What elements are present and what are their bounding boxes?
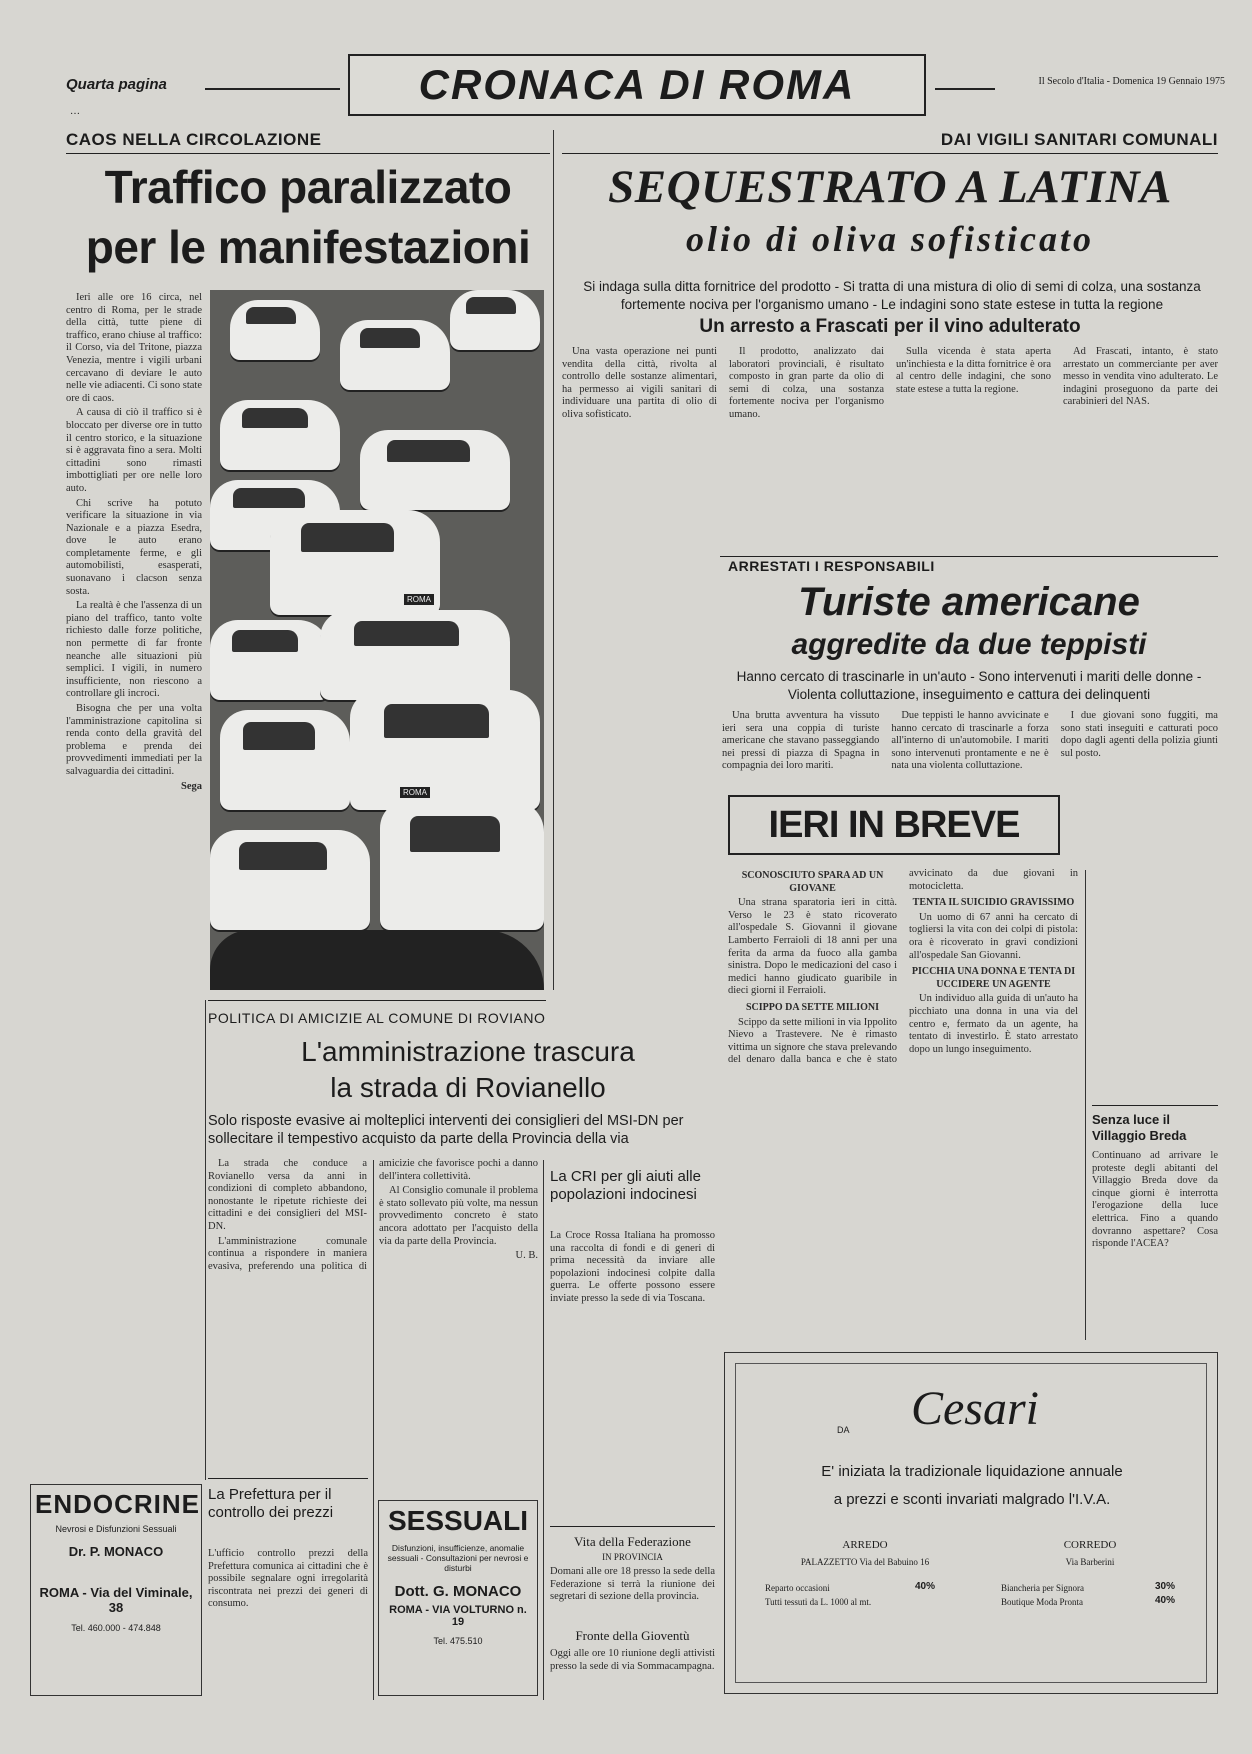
license-plate: ROMA [400,787,430,798]
cesari-brand: Cesari [910,1382,1039,1435]
cesari-ad [724,1352,1218,1694]
cesari-col1-r1: Reparto occasioni [765,1583,830,1593]
brief-item3-title: TENTA IL SUICIDIO GRAVISSIMO [912,897,1075,909]
brief-item3-text: Un uomo di 67 anni ha cercato di togliersi la vita con dei colpi di pistola: ora è ricoverato in gravi condizioni all'ospedale San Giovanni. [909,911,1078,961]
prefettura-title: La Prefettura per il controllo dei prezzi [208,1486,334,1521]
cesari-col2-r2: Boutique Moda Pronta [1001,1597,1083,1607]
federazione-section2: Fronte della Gioventù [575,1628,690,1643]
sessuali-phone: Tel. 475.510 [433,1636,483,1646]
oil-kicker: DAI VIGILI SANITARI COMUNALI [940,130,1218,149]
cesari-line1: E' iniziata la tradizionale liquidazione annuale [821,1463,1123,1480]
rovianello-paragraph: Al Consiglio comunale il problema è stato sollevato più volte, ma nessun provvedimento concreto è stato ancora adottato per l'acquisto della via da parte della Provincia. [379,1185,538,1247]
oil-rule [562,153,1218,154]
cesari-col2-r1v: 30% [1155,1581,1176,1592]
cesari-col1-addr: PALAZZETTO Via del Babuino 16 [800,1557,930,1567]
federazione-title: Vita della Federazione [574,1534,691,1549]
tourists-rule [720,556,1218,557]
rovianello-headline-2: la strada di Rovianello [330,1072,606,1103]
masthead-mark: … [70,106,80,117]
tourists-paragraph: Una brutta avventura ha vissuto ieri sera una coppia di turiste americane che stavano passeggiando nei pressi di piazza di Spagna in compagnia dei loro mariti. [722,710,880,772]
car [320,610,510,700]
cri-text: La Croce Rossa Italiana ha promosso una raccolta di fondi e di generi di prima necessità da inviare alle popolazioni indocinesi colpite dalla guerra. Le offerte possono essere inviate presso la sede di via Toscana. [550,1230,715,1304]
rovianello-deck: Solo risposte evasive ai molteplici interventi dei consiglieri del MSI-DN per sollecitare il tempestivo acquisto da parte della Provincia della via [208,1113,684,1147]
traffic-paragraph: A causa di ciò il traffico si è bloccato per diverse ore in tutto il centro storico, e la situazione si è aggravata fino a sera. Molti cittadini sono rimasti imbottigliati per ore nelle loro auto. [66,407,202,494]
oil-headline-2: olio di oliva sofisticato [686,219,1094,259]
oil-paragraph: Ad Frascati, intanto, è stato arrestato un commerciante per aver messo in vendita vino adulterato. Le indagini proseguono da parte dei carabinieri del NAS. [1063,346,1218,408]
car [210,830,370,930]
masthead-rule-left [205,88,340,90]
sessuali-desc: Disfunzioni, insufficienze, anomalie sessuali - Consultazioni per nevrosi e disturbi [387,1543,529,1573]
cesari-col1-r2: Tutti tessuti da L. 1000 al mt. [765,1597,872,1607]
tourists-paragraph: I due giovani sono fuggiti, ma sono stati inseguiti e catturati poco dopo dagli agenti della polizia giunti sul posto. [1060,710,1218,759]
sessuali-ad [378,1500,538,1696]
cesari-col1-r1v: 40% [915,1581,936,1592]
section-title-box [348,54,926,116]
oil-paragraph: Sulla vicenda è stata aperta un'inchiesta e la ditta fornitrice è ora al centro delle indagini, che sono state estese a tutta la regione. [896,346,1051,395]
cesari-line2: a prezzi e sconti invariati malgrado l'I.V.A. [833,1491,1111,1508]
brief-item1-text: Una strana sparatoria ieri in città. Verso le 23 è stato ricoverato all'ospedale S. Giovanni il giovane Lamberto Ferraioli di 18 anni per una ferita da arma da fuoco alla gamba sinistra. Dopo le medicazioni del caso i medici hanno giudicato guaribile in dieci giorni il Ferraioli. [728,897,897,997]
cri-divider [543,1160,544,1700]
car [380,800,544,930]
rovianello-top-rule [208,1000,546,1001]
oil-subhead: Un arresto a Frascati per il vino adulterato [699,316,1081,337]
oil-headline-1: SEQUESTRATO A LATINA [608,161,1172,213]
brief-item4-text: Un individuo alla guida di un'auto ha picchiato una donna in una via del centro e, fermato da un agente, ha tentato di investirlo. È stato arrestato dopo un lungo inseguimento. [909,993,1078,1055]
cesari-col2-addr: Via Barberini [1065,1557,1115,1567]
left-column-divider [205,1000,206,1480]
rovianello-paragraph: L'amministrazione comunale continua a rispondere in maniera evasiva, preferendo una politica di amicizie che favorisce pochi a danno dell'intera collettività. [208,1158,538,1272]
cesari-da: DA [837,1425,850,1435]
tourists-body [722,710,1218,780]
sessuali-title: SESSUALI [387,1505,529,1536]
car [340,320,450,390]
oil-deck: Si indaga sulla ditta fornitrice del prodotto - Si tratta di una mistura di olio di semi di colza, una sostanza fortemente nociva per l'organismo umano - Le indagini sono state estese in tutta la regione [583,279,1201,312]
masthead-rule-right [935,88,995,90]
traffic-kicker: CAOS NELLA CIRCOLAZIONE [66,130,322,149]
car [230,300,320,360]
page-label: Quarta pagina [66,76,167,93]
prefettura-rule [208,1478,368,1479]
prefettura-divider [373,1160,374,1700]
cesari-col2-r2v: 40% [1155,1595,1176,1606]
brief-item4-title: PICCHIA UNA DONNA E TENTA DI UCCIDERE UN AGENTE [911,966,1076,990]
rovianello-signature: U. B. [515,1250,538,1262]
traffic-headline-1: Traffico paralizzato [104,161,512,213]
endocrine-ad [30,1484,202,1696]
tourists-deck: Hanno cercato di trascinarle in un'auto - Sono intervenuti i mariti delle donne - Violenta colluttazione, inseguimento e cattura dei delinquenti [736,669,1202,702]
car [350,690,540,810]
tourists-kicker: ARRESTATI I RESPONSABILI [728,558,935,574]
federazione-subtitle: IN PROVINCIA [602,1552,663,1562]
brief-body [728,868,1078,1336]
car [270,510,440,615]
traffic-paragraph: Bisogna che per una volta l'amministrazione capitolina si renda conto della gravità del problema e prenda dei provvedimenti immediati per la salvaguardia dei cittadini. [66,703,202,777]
endocrine-phone: Tel. 460.000 - 474.848 [71,1623,161,1633]
dark-car [210,930,544,990]
cesari-col2-r1: Biancheria per Signora [1001,1583,1084,1593]
car [220,400,340,470]
oil-paragraph: Una vasta operazione nei punti vendita della città, rivolta al controllo delle sostanze alimentari, ha permesso ai vigili sanitari di individuare una partita di olio di oliva sofisticato. [562,346,717,420]
brief-item2-title: SCIPPO DA SETTE MILIONI [745,1001,880,1013]
cri-title: La CRI per gli aiuti alle popolazioni indocinesi [550,1168,701,1203]
oil-paragraph: Il prodotto, analizzato dai laboratori provinciali, è risultato composto in gran parte da olio di semi di colza, una sostanza fortemente nociva per l'organismo umano. [729,346,884,420]
traffic-paragraph: La realtà è che l'assenza di un piano del traffico, tanto volte richiesto dalle forze politiche, non permette di far fronte neanche alle situazioni più semplici. I vigili, in numero insufficiente, non riescono a controllare gli incroci. [66,600,202,700]
prefettura-text: L'ufficio controllo prezzi della Prefettura comunica ai cittadini che è possibile segnalare ogni irregolarità riscontrata nei prezzi dei generi di consumo. [208,1548,368,1610]
traffic-rule [66,153,550,154]
endocrine-doctor: Dr. P. MONACO [68,1544,164,1559]
license-plate: ROMA [404,594,434,605]
endocrine-address: ROMA - Via del Viminale, 38 [39,1585,193,1615]
sessuali-doctor: Dott. G. MONACO [394,1583,522,1600]
federazione-text: Domani alle ore 18 presso la sede della Federazione si terrà la riunione dei segretari di sezione della provincia. [550,1566,715,1603]
breda-divider [1085,870,1086,1340]
federazione-text2: Oggi alle ore 10 riunione degli attivisti presso la sede di via Sommacampagna. [550,1648,715,1672]
traffic-paragraph: Ieri alle ore 16 circa, nel centro di Roma, per le strade della città, tutte piene di traffico, erano chiuse al traffico: il Corso, via del Tritone, piazza Venezia, mentre i vigili urbani cercavano di deviare le auto nelle vie adiacenti. Ci sono state ore di caos. [66,292,202,404]
breda-title: Senza luce il Villaggio Breda [1092,1112,1187,1143]
car [450,290,540,350]
traffic-body [66,292,202,1350]
tourists-headline-1: Turiste americane [798,580,1140,624]
car [360,430,510,510]
endocrine-title: ENDOCRINE [35,1489,201,1519]
traffic-signature: Sega [181,780,202,792]
brief-item2-text: Scippo da sette milioni in via Ippolito Nievo a Trastevere. Ne è rimasto vittima un signore che stava prelevando del denaro dalla banca e che è stato avvicinato da due giovani in motocicletta. [728,868,1078,1066]
paper-info: Il Secolo d'Italia - Domenica 19 Gennaio 1975 [1038,76,1225,87]
breda-text: Continuano ad arrivare le proteste degli abitanti del Villaggio Breda dove da cinque giorni è interrotta l'erogazione della luce elettrica. Fino a quando dovranno aspettare? Cosa risponde l'ACEA? [1092,1150,1218,1250]
rovianello-kicker: POLITICA DI AMICIZIE AL COMUNE DI ROVIANO [208,1010,546,1026]
traffic-photo [210,290,544,990]
main-column-divider [553,130,554,990]
federazione-rule [550,1526,715,1527]
breda-rule [1092,1105,1218,1106]
tourists-headline-2: aggredite da due teppisti [791,628,1147,661]
traffic-headline-2: per le manifestazioni [85,221,531,273]
sessuali-address: ROMA - VIA VOLTURNO n. 19 [389,1604,527,1628]
endocrine-desc: Nevrosi e Disfunzioni Sessuali [55,1524,177,1534]
cesari-col2-title: CORREDO [1063,1539,1117,1551]
rovianello-paragraph: La strada che conduce a Rovianello versa da anni in condizioni di completo abbandono, nonostante le ripetute richieste dei cittadini e dei consiglieri del MSI-DN. [208,1158,367,1232]
rovianello-headline-1: L'amministrazione trascura [301,1036,635,1067]
car [220,710,350,810]
oil-body [562,346,1218,550]
tourists-paragraph: Due teppisti le hanno avvicinate e hanno cercato di trascinarle a forza all'interno di un'automobile. I mariti sono intervenuti prontamente e ne è nata una violenta colluttazione. [891,710,1049,772]
brief-heading: IERI IN BREVE [728,795,1060,855]
cesari-col1-title: ARREDO [842,1539,888,1551]
section-title: CRONACA DI ROMA [418,61,856,108]
traffic-paragraph: Chi scrive ha potuto verificare la situazione in via Nazionale e a piazza Esedra, dove le auto erano completamente ferme, e gli automobilisti, esasperati, suonavano i clacson senza sosta. [66,497,202,597]
car [210,620,330,700]
brief-item1-title: SCONOSCIUTO SPARA AD UN GIOVANE [741,870,884,894]
